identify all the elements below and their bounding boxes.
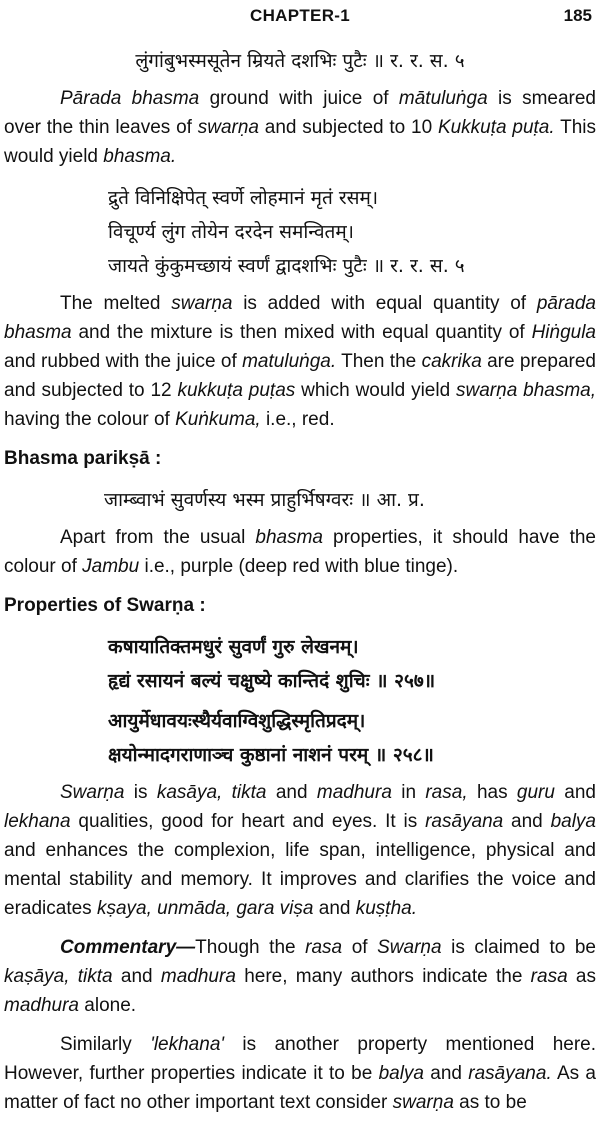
verse-line: विचूर्ण्य लुंग तोयेन दरदेन समन्वितम्। xyxy=(108,221,354,243)
text-span: of xyxy=(342,937,378,958)
text-span: and xyxy=(313,898,356,919)
text-span: and enhances the complexion, life span, intelligence, physical and mental stability and memory. It improves and clarifies the voice and eradicates xyxy=(4,840,596,919)
verse-line: लुंगांबुभस्मसूतेन म्रियते दशभिः पुटैः ॥ र. र. स. ५ xyxy=(135,50,465,72)
text-span: and rubbed with the juice of xyxy=(4,351,243,372)
text-span: is claimed to be xyxy=(441,937,596,958)
text-span: swarṇa xyxy=(197,117,259,138)
paragraph-2 xyxy=(0,289,600,434)
text-span: kaṣāya, tikta xyxy=(4,966,113,987)
text-span: swarṇa xyxy=(392,1092,454,1113)
text-span: and xyxy=(503,811,551,832)
text-span: rasa xyxy=(530,966,568,987)
text-span: Swarṇa xyxy=(377,937,442,958)
text-span: rasāyana xyxy=(425,811,504,832)
text-span: Kukkuṭa puṭa. xyxy=(437,117,555,138)
text-span: kukkuṭa puṭas xyxy=(177,380,296,401)
text-span: The melted xyxy=(60,293,172,314)
page-header xyxy=(0,6,600,28)
chapter-title: CHAPTER-1 xyxy=(250,6,350,25)
verse-3 xyxy=(0,483,600,517)
verse-5 xyxy=(0,704,600,772)
text-span: is smeared over the thin leaves of xyxy=(4,88,597,138)
text-span: Commentary— xyxy=(60,937,196,958)
verse-line: द्रुते विनिक्षिपेत् स्वर्णे लोहमानं मृतं रसम्। xyxy=(108,187,379,209)
text-span: kuṣṭha. xyxy=(355,898,417,919)
text-span: swarṇa bhasma, xyxy=(456,380,596,401)
verse-line: जाम्ब्वाभं सुवर्णस्य भस्म प्राहुर्भिषग्वरः ॥ आ. प्र. xyxy=(104,489,425,511)
verse-2 xyxy=(0,181,600,283)
text-span: is added with equal quantity of xyxy=(232,293,537,314)
paragraph-5 xyxy=(0,933,600,1020)
text-span: are prepared and subjected to 12 xyxy=(4,351,596,401)
text-span: balya xyxy=(550,811,596,832)
verse-line: कषायातिक्तमधुरं सुवर्णं गुरु लेखनम्। xyxy=(108,636,359,658)
text-span: lekhana xyxy=(4,811,71,832)
text-span: Though the xyxy=(195,937,306,958)
paragraph-6 xyxy=(0,1030,600,1117)
text-span: madhura xyxy=(316,782,392,803)
text-span: here, many authors indicate the xyxy=(235,966,531,987)
paragraph-3 xyxy=(0,523,600,581)
text-span: swarṇa xyxy=(171,293,233,314)
text-span: Kuṅkuma, xyxy=(175,409,261,430)
text-span: This would yield xyxy=(4,117,596,167)
verse-line: क्षयोन्मादगराणाञ्च कुष्ठानां नाशनं परम् ॥ २५८॥ xyxy=(108,744,434,766)
paragraph-1 xyxy=(0,84,600,171)
text-span: has xyxy=(467,782,517,803)
text-span: mātuluṅga xyxy=(398,88,488,109)
text-span: kasāya, tikta xyxy=(156,782,267,803)
text-span: Jambu xyxy=(82,556,140,577)
text-span: i.e., purple (deep red with blue tinge). xyxy=(139,556,459,577)
text-span: and xyxy=(266,782,317,803)
text-span: in xyxy=(391,782,426,803)
text-span: properties, it should have the colour of xyxy=(4,527,596,577)
text-span: matuluṅga. xyxy=(242,351,337,372)
verse-line: जायते कुंकुमच्छायं स्वर्णं द्वादशभिः पुटैः ॥ र. र. स. ५ xyxy=(108,255,465,277)
text-span: as to be xyxy=(453,1092,527,1113)
text-span: i.e., red. xyxy=(260,409,335,430)
text-span: and subjected to 10 xyxy=(258,117,438,138)
text-span: Similarly xyxy=(60,1034,151,1055)
text-span: and xyxy=(424,1063,469,1084)
text-span: bhasma. xyxy=(103,146,177,167)
text-span: ground with juice of xyxy=(199,88,399,109)
text-span: rasāyana. xyxy=(468,1063,552,1084)
text-span: Hiṅgula xyxy=(531,322,596,343)
text-span: cakrika xyxy=(421,351,482,372)
paragraph-4 xyxy=(0,778,600,923)
page-content xyxy=(0,44,600,1127)
text-span: pārada bhasma xyxy=(4,293,596,343)
text-span: madhura xyxy=(4,995,79,1016)
text-span: as xyxy=(567,966,596,987)
text-span: which would yield xyxy=(295,380,457,401)
text-span: qualities, good for heart and eyes. It is xyxy=(70,811,426,832)
text-span: bhasma xyxy=(255,527,323,548)
text-span: is xyxy=(124,782,157,803)
text-span: 'lekhana' xyxy=(150,1034,225,1055)
text-span: madhura xyxy=(160,966,236,987)
text-span: As a matter of fact no other important text consider xyxy=(4,1063,596,1113)
text-span: Swarṇa xyxy=(60,782,125,803)
text-span: is another property mentioned here. However, further properties indicate it to be xyxy=(4,1034,596,1084)
verse-4 xyxy=(0,630,600,698)
text-span: balya xyxy=(378,1063,424,1084)
text-span: having the colour of xyxy=(4,409,176,430)
heading-properties-swarna: Properties of Swarṇa : xyxy=(4,595,206,616)
verse-1 xyxy=(0,44,600,78)
text-span: and the mixture is then mixed with equal quantity of xyxy=(71,322,532,343)
text-span: Apart from the usual xyxy=(60,527,256,548)
text-span: Then the xyxy=(336,351,422,372)
heading-bhasma-pariksa: Bhasma parikṣā : xyxy=(4,448,162,469)
text-span: and xyxy=(112,966,161,987)
text-span: rasa xyxy=(305,937,343,958)
text-span: guru xyxy=(516,782,555,803)
text-span: and xyxy=(554,782,596,803)
text-span: alone. xyxy=(79,995,137,1016)
text-span: Pārada bhasma xyxy=(60,88,200,109)
page-number: 185 xyxy=(563,6,592,25)
verse-line: आयुर्मेधावयःस्थैर्यवाग्विशुद्धिस्मृतिप्रदम्। xyxy=(108,710,366,732)
text-span: kṣaya, unmāda, gara viṣa xyxy=(96,898,314,919)
verse-line: हृद्यं रसायनं बल्यं चक्षुष्ये कान्तिदं शुचिः ॥ २५७॥ xyxy=(108,670,436,692)
text-span: rasa, xyxy=(425,782,468,803)
